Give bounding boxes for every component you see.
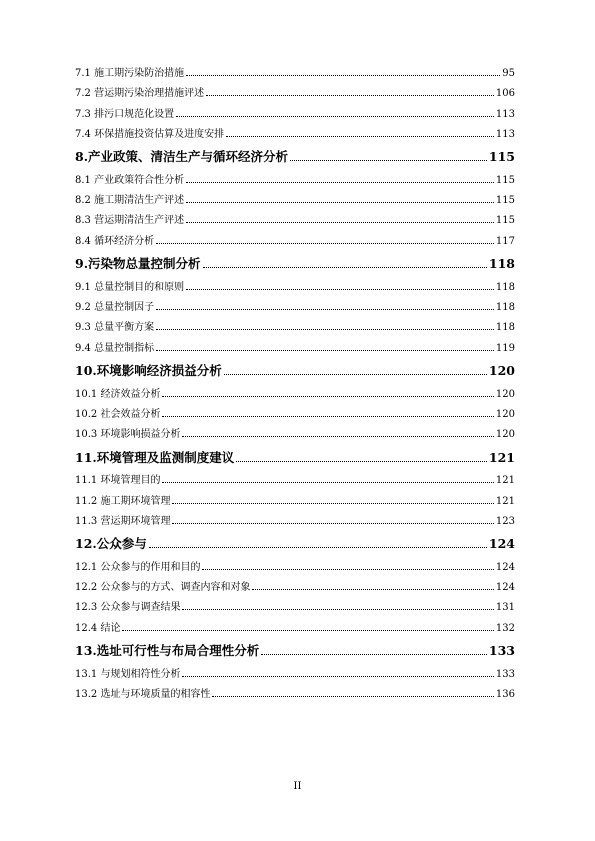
- toc-entry-page: 124: [488, 536, 515, 552]
- toc-subsection-entry[interactable]: [75, 88, 515, 99]
- toc-entry-page: 118: [488, 256, 515, 272]
- toc-entry-page: 121: [495, 475, 515, 487]
- dot-leader: [162, 416, 493, 417]
- toc-entry-title: 9.1 总量控制目的和原则: [75, 281, 185, 293]
- toc-entry-title: 11.2 施工期环境管理: [75, 495, 171, 507]
- toc-subsection-entry[interactable]: [75, 602, 515, 613]
- toc-subsection-entry[interactable]: [75, 389, 515, 400]
- toc-entry-title: 12.4 结论: [75, 622, 121, 634]
- dot-leader: [212, 696, 493, 697]
- dot-leader: [290, 160, 487, 161]
- toc-entry-title: 9.4 总量控制指标: [75, 342, 155, 354]
- dot-leader: [226, 136, 494, 137]
- dot-leader: [162, 482, 493, 483]
- toc-entry-title: 7.2 营运期污染治理措施评述: [75, 88, 205, 100]
- dot-leader: [149, 547, 487, 548]
- dot-leader: [172, 523, 493, 524]
- toc-subsection-entry[interactable]: [75, 302, 515, 313]
- toc-entry-title: 10.3 环境影响损益分析: [75, 429, 181, 441]
- toc-subsection-entry[interactable]: [75, 475, 515, 486]
- toc-entry-page: 133: [488, 643, 515, 659]
- toc-entry-title: 11.环境管理及监测制度建议: [75, 449, 235, 465]
- toc-entry-page: 118: [495, 302, 515, 314]
- dot-leader: [252, 589, 493, 590]
- toc-entry-page: 95: [502, 68, 515, 79]
- toc-subsection-entry[interactable]: [75, 195, 515, 206]
- toc-entry-title: 9.2 总量控制因子: [75, 302, 155, 314]
- toc-section-entry[interactable]: [75, 451, 515, 465]
- dot-leader: [236, 461, 487, 462]
- toc-subsection-entry[interactable]: [75, 429, 515, 440]
- toc-entry-page: 120: [488, 363, 515, 379]
- toc-section-entry[interactable]: [75, 364, 515, 378]
- toc-subsection-entry[interactable]: [75, 582, 515, 593]
- toc-entry-page: 121: [488, 449, 515, 465]
- toc-entry-page: 136: [495, 689, 515, 701]
- toc-entry-title: 10.1 经济效益分析: [75, 388, 161, 400]
- toc-entry-page: 115: [495, 174, 515, 186]
- dot-leader: [156, 243, 494, 244]
- toc-entry-page: 133: [495, 668, 515, 680]
- toc-entry-title: 9.3 总量平衡方案: [75, 322, 155, 334]
- dot-leader: [186, 222, 494, 223]
- toc-entry-page: 120: [495, 408, 515, 420]
- toc-subsection-entry[interactable]: [75, 516, 515, 527]
- toc-subsection-entry[interactable]: [75, 129, 515, 140]
- toc-entry-title: 11.1 环境管理目的: [75, 475, 161, 487]
- toc-entry-title: 7.1 施工期污染防治措施: [75, 68, 185, 79]
- dot-leader: [182, 676, 493, 677]
- toc-entry-page: 120: [495, 388, 515, 400]
- toc-entry-title: 8.1 产业政策符合性分析: [75, 174, 185, 186]
- toc-subsection-entry[interactable]: [75, 669, 515, 680]
- toc-subsection-entry[interactable]: [75, 689, 515, 700]
- toc-entry-page: 117: [495, 235, 515, 247]
- dot-leader: [162, 396, 493, 397]
- dot-leader: [186, 289, 494, 290]
- toc-entry-title: 13.选址可行性与布局合理性分析: [75, 643, 260, 659]
- table-of-contents: [75, 68, 515, 700]
- dot-leader: [156, 350, 494, 351]
- toc-entry-page: 118: [495, 322, 515, 334]
- toc-entry-page: 120: [495, 429, 515, 441]
- toc-entry-page: 113: [495, 108, 515, 120]
- dot-leader: [182, 436, 493, 437]
- dot-leader: [176, 116, 494, 117]
- toc-entry-title: 7.4 环保措施投资估算及进度安排: [75, 128, 225, 140]
- dot-leader: [206, 95, 494, 96]
- toc-entry-page: 131: [495, 602, 515, 614]
- toc-entry-title: 13.1 与规划相符性分析: [75, 668, 181, 680]
- toc-entry-title: 11.3 营运期环境管理: [75, 515, 171, 527]
- dot-leader: [261, 654, 487, 655]
- toc-entry-title: 9.污染物总量控制分析: [75, 256, 201, 272]
- dot-leader: [186, 182, 494, 183]
- toc-entry-title: 10.2 社会效益分析: [75, 408, 161, 420]
- toc-entry-page: 132: [495, 622, 515, 634]
- toc-entry-page: 113: [495, 128, 515, 140]
- toc-subsection-entry[interactable]: [75, 109, 515, 120]
- toc-entry-page: 115: [495, 195, 515, 207]
- toc-entry-title: 12.公众参与: [75, 536, 147, 552]
- toc-entry-page: 115: [495, 215, 515, 227]
- toc-subsection-entry[interactable]: [75, 562, 515, 573]
- dot-leader: [186, 202, 494, 203]
- toc-entry-title: 8.3 营运期清洁生产评述: [75, 215, 185, 227]
- toc-subsection-entry[interactable]: [75, 282, 515, 293]
- toc-subsection-entry[interactable]: [75, 623, 515, 634]
- toc-entry-title: 8.产业政策、清洁生产与循环经济分析: [75, 149, 289, 165]
- toc-entry-title: 12.1 公众参与的作用和目的: [75, 561, 201, 573]
- toc-entry-title: 12.2 公众参与的方式、调查内容和对象: [75, 582, 251, 594]
- toc-subsection-entry[interactable]: [75, 322, 515, 333]
- toc-entry-title: 7.3 排污口规范化设置: [75, 108, 175, 120]
- toc-section-entry[interactable]: [75, 644, 515, 658]
- toc-entry-page: 119: [495, 342, 515, 354]
- toc-entry-title: 8.2 施工期清洁生产评述: [75, 195, 185, 207]
- dot-leader: [182, 609, 493, 610]
- dot-leader: [156, 329, 494, 330]
- toc-entry-page: 106: [495, 88, 515, 100]
- dot-leader: [202, 569, 493, 570]
- toc-entry-page: 115: [488, 149, 515, 165]
- toc-section-entry[interactable]: [75, 537, 515, 551]
- dot-leader: [122, 630, 493, 631]
- dot-leader: [172, 503, 493, 504]
- toc-subsection-entry[interactable]: [75, 496, 515, 507]
- toc-subsection-entry[interactable]: [75, 343, 515, 354]
- dot-leader: [156, 309, 494, 310]
- toc-entry-page: 121: [495, 495, 515, 507]
- page-number: II: [293, 781, 302, 792]
- toc-subsection-entry[interactable]: [75, 68, 515, 79]
- toc-section-entry[interactable]: [75, 257, 515, 271]
- dot-leader: [224, 374, 487, 375]
- dot-leader: [186, 75, 500, 76]
- toc-subsection-entry[interactable]: [75, 409, 515, 420]
- toc-entry-title: 8.4 循环经济分析: [75, 235, 155, 247]
- toc-entry-title: 13.2 选址与环境质量的相容性: [75, 689, 211, 701]
- toc-entry-title: 12.3 公众参与调查结果: [75, 602, 181, 614]
- toc-subsection-entry[interactable]: [75, 215, 515, 226]
- toc-entry-page: 118: [495, 281, 515, 293]
- toc-subsection-entry[interactable]: [75, 175, 515, 186]
- dot-leader: [203, 267, 487, 268]
- toc-entry-page: 124: [495, 582, 515, 594]
- toc-subsection-entry[interactable]: [75, 236, 515, 247]
- toc-entry-page: 123: [495, 515, 515, 527]
- toc-section-entry[interactable]: [75, 150, 515, 164]
- toc-entry-page: 124: [495, 561, 515, 573]
- toc-entry-title: 10.环境影响经济损益分析: [75, 363, 222, 379]
